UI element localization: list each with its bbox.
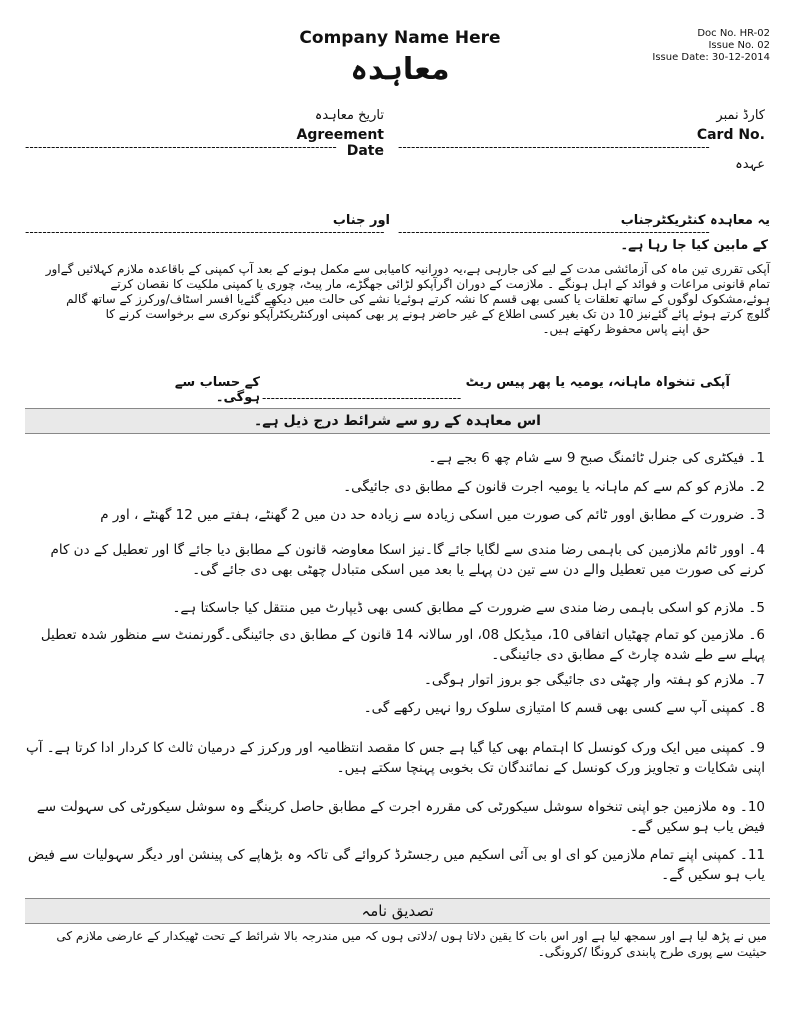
contractor-label: یہ معاہدہ کنٹریکٹرجناب [620,213,770,228]
term-10: 10۔ وہ ملازمین جو اپنی تنخواہ سوشل سیکورٹی کی مقررہ اجرت کے مطابق حاصل کرینگے وہ سوشل سیکورٹی کی سہولت سے فیض یاب ہو سکیں گے۔ [36,799,765,835]
confirmation-header: تصدیق نامہ [25,898,770,924]
intro-line: آپکی تقرری تین ماہ کی آزمائشی مدت کے لیے کی جارہی ہے،یہ دورانیہ کامیابی سے مکمل ہونے کے بعد آپ کمپنی کے باقاعدہ ملازم کہلائیں گےاور [45,262,770,276]
term-9: 9۔ کمپنی میں ایک ورک کونسل کا اہتمام بھی کیا گیا ہے جس کا مقصد انتظامیہ اور ورکرز کے درمیان ثالث کا کردار ادا کرتا ہے۔ آپ اپنی شکایات و تجاویز ورک کونسل کے نمائندگان تک بخوبی پہنچا سکتے ہیں۔ [25,740,765,776]
company-name: Company Name Here [299,28,501,48]
card-label-en: Card No. [696,127,765,143]
term-3: 3۔ ضرورت کے مطابق اوور ٹائم کی صورت میں اسکی زیادہ سے زیادہ حد دن میں 2 گھنٹے، ہفتے میں 12 گھنٹے ، اور م [100,507,765,523]
term-4: 4۔ اوور ٹائم ملازمین کی باہمی رضا مندی سے لگایا جائے گا۔نیز اسکا معاوضہ قانون کے مطابق دیا جائے گا اور تعطیل کے دن کام کرنے کی صورت میں تعطیل والے دن سے تین دن پہلے یا بعد میں اسکی متبادل چھٹی بھی دی جائے گی۔ [50,542,765,578]
salary-label: آپکی تنخواہ ماہانہ، یومیہ یا پھر پیس ریٹ [465,375,730,390]
between-text: کے مابین کیا جا رہا ہے۔ [620,238,768,253]
agreement-date-line[interactable]: ------------------------------------------------------------------------ [25,140,337,154]
intro-line: تمام قانونی مراعات و فوائد کے اہل ہونگے ۔ ملازمت کے دوران اگرآپکو لڑائی جھگڑے، مار پیٹ، چوری یا کمپنی ملکیت کا نقصان کرتے [110,277,770,291]
and-mr-label: اور جناب [332,213,390,228]
agreement-date-label-en: Agreement Date [296,127,384,159]
confirmation-text: میں نے پڑھ لیا ہے اور سمجھ لیا ہے اور اس بات کا یقین دلاتا ہوں /دلاتی ہوں کہ میں مندرجہ بالا شرائط کے تحت ٹھیکدار کے عارضی ملازم کی حیثیت سے پوری طرح پابندی کرونگا /کرونگی۔ [56,929,767,959]
issue-number: Issue No. 02 [708,40,770,51]
term-7: 7۔ ملازم کو ہفتہ وار چھٹی دی جائیگی جو بروز اتوار ہوگی۔ [423,672,765,688]
term-11: 11۔ کمپنی اپنے تمام ملازمین کو ای او بی آئی اسکیم میں رجسٹرڈ کروائے گی تاکہ وہ بڑھاپے کی پینشن اور دیگر سہولیات سے فیض یاب ہو سکیں گے۔ [27,847,765,883]
intro-line: گلوچ کرتے ہوئے پائے گئےنیز 10 دن تک بغیر کسی اطلاع کے غیر حاضر ہونے پر بھی کمپنی اورکنٹریکٹرآپکو نوکری سے برخواست کرنے کا [105,307,770,321]
contractor-name-line[interactable]: ------------------------------------------------------------------------ [398,225,710,239]
designation-label: عہدہ [735,157,765,172]
doc-meta [620,28,770,64]
agreement-date-label-urdu: تاریخ معاہدہ [314,108,384,123]
intro-line: حق اپنے پاس محفوظ رکھتے ہیں۔ [542,322,710,336]
term-8: 8۔ کمپنی آپ سے کسی بھی قسم کا امتیازی سلوک روا نہیں رکھے گی۔ [363,700,765,716]
document-title: معاہدہ [350,52,450,87]
salary-suffix: کے حساب سے ہوگی۔ [174,375,260,405]
term-5: 5۔ ملازم کو اسکی باہمی رضا مندی سے ضرورت کے مطابق کسی بھی ڈیپارٹ میں منتقل کیا جاسکتا ہے۔ [172,600,765,616]
term-2: 2۔ ملازم کو کم سے کم ماہانہ یا یومیہ اجرت قانون کے مطابق دی جائیگی۔ [343,479,765,495]
term-6: 6۔ ملازمین کو تمام چھٹیاں اتفاقی 10، میڈیکل 08، اور سالانہ 14 قانون کے مطابق دی جائینگی۔گورنمنٹ سے منظور شدہ تعطیل پہلے سے طے شدہ چارٹ کے مطابق دی جائینگی۔ [40,627,765,663]
intro-paragraph [25,262,770,337]
doc-number: Doc No. HR-02 [697,28,770,39]
salary-line[interactable]: ---------------------------------------------- [262,391,462,405]
employee-name-line[interactable]: ----------------------------------------------------------------------------------- [25,225,385,239]
card-number-line[interactable]: ------------------------------------------------------------------------ [398,140,710,154]
card-label-urdu: کارڈ نمبر [716,108,765,123]
intro-line: ہوئے،مشکوک لوگوں کے ساتھ تعلقات یا کسی بھی قسم کا نشہ کرتے ہوئےیا نشے کی حالت میں دیکھے گئےیا افسر اسٹاف/ورکرز کے ساتھ گالم [66,292,770,306]
issue-date: Issue Date: 30-12-2014 [652,52,770,63]
terms-header: اس معاہدہ کے رو سے شرائط درج ذیل ہے۔ [25,408,770,434]
term-1: 1۔ فیکٹری کی جنرل ٹائمنگ صبح 9 سے شام چھ 6 بجے ہے۔ [428,450,765,466]
